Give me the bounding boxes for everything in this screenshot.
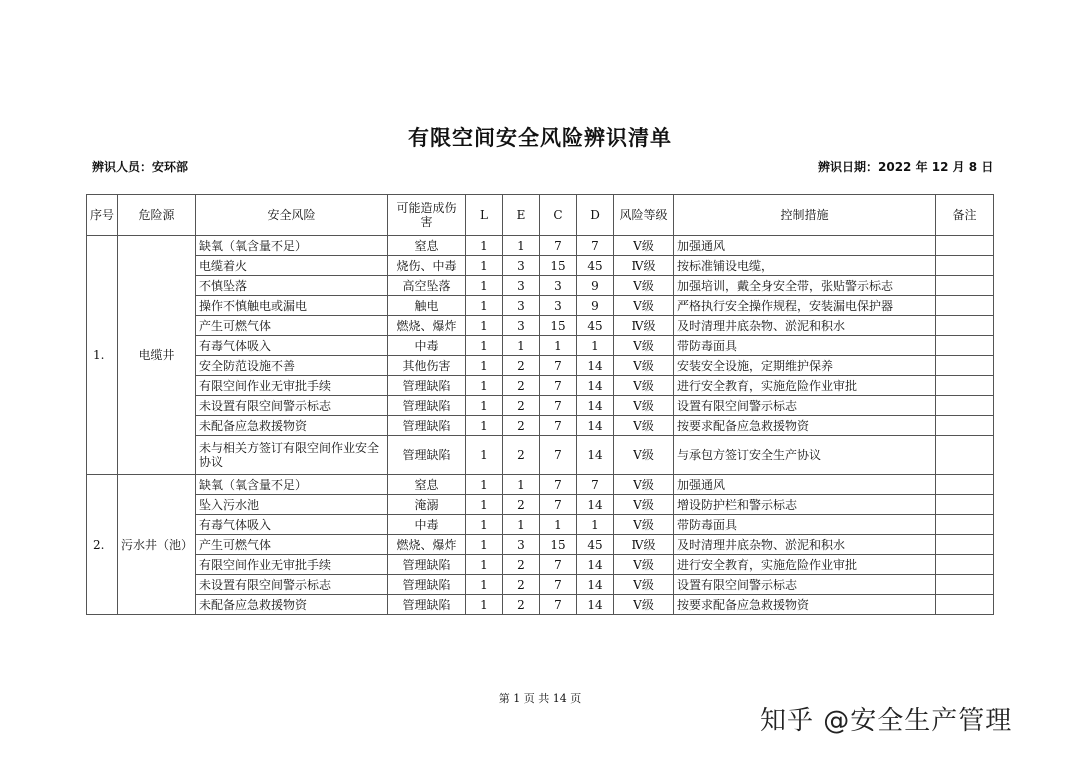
cell-c: 3 (540, 276, 577, 296)
cell-l: 1 (466, 256, 503, 276)
cell-d: 9 (577, 296, 614, 316)
cell-risk: 有毒气体吸入 (196, 515, 388, 535)
cell-remarks (936, 336, 994, 356)
cell-c: 7 (540, 436, 577, 475)
cell-level: Ⅴ级 (614, 495, 674, 515)
cell-remarks (936, 575, 994, 595)
header-level: 风险等级 (614, 195, 674, 236)
cell-harm: 淹溺 (388, 495, 466, 515)
cell-risk: 未设置有限空间警示标志 (196, 575, 388, 595)
cell-e: 2 (503, 416, 540, 436)
risk-table (86, 194, 994, 615)
cell-e: 2 (503, 595, 540, 615)
table-row (87, 555, 994, 575)
cell-level: Ⅴ级 (614, 336, 674, 356)
cell-l: 1 (466, 316, 503, 336)
cell-measure: 进行安全教育，实施危险作业审批 (674, 376, 936, 396)
table-row (87, 316, 994, 336)
cell-c: 7 (540, 495, 577, 515)
cell-e: 3 (503, 256, 540, 276)
cell-harm: 管理缺陷 (388, 376, 466, 396)
cell-remarks (936, 436, 994, 475)
cell-e: 2 (503, 356, 540, 376)
cell-remarks (936, 475, 994, 495)
cell-l: 1 (466, 236, 503, 256)
table-row (87, 595, 994, 615)
cell-d: 14 (577, 356, 614, 376)
cell-level: Ⅴ级 (614, 356, 674, 376)
cell-d: 14 (577, 416, 614, 436)
cell-measure: 及时清理井底杂物、淤泥和积水 (674, 316, 936, 336)
table-row (87, 276, 994, 296)
cell-remarks (936, 396, 994, 416)
cell-level: Ⅴ级 (614, 396, 674, 416)
table-row (87, 356, 994, 376)
cell-remarks (936, 356, 994, 376)
cell-c: 15 (540, 316, 577, 336)
header-measures: 控制措施 (674, 195, 936, 236)
cell-c: 3 (540, 296, 577, 316)
cell-measure: 设置有限空间警示标志 (674, 575, 936, 595)
cell-d: 14 (577, 595, 614, 615)
cell-remarks (936, 515, 994, 535)
header-e: E (503, 195, 540, 236)
cell-measure: 带防毒面具 (674, 336, 936, 356)
cell-l: 1 (466, 475, 503, 495)
cell-level: Ⅴ级 (614, 475, 674, 495)
cell-risk: 产生可燃气体 (196, 316, 388, 336)
cell-e: 2 (503, 575, 540, 595)
cell-d: 1 (577, 515, 614, 535)
cell-e: 2 (503, 376, 540, 396)
cell-harm: 管理缺陷 (388, 555, 466, 575)
cell-risk: 不慎坠落 (196, 276, 388, 296)
cell-risk: 有限空间作业无审批手续 (196, 376, 388, 396)
cell-level: Ⅳ级 (614, 316, 674, 336)
cell-harm: 燃烧、爆炸 (388, 535, 466, 555)
cell-measure: 加强通风 (674, 236, 936, 256)
cell-remarks (936, 236, 994, 256)
cell-harm: 高空坠落 (388, 276, 466, 296)
cell-level: Ⅴ级 (614, 296, 674, 316)
cell-risk: 未与相关方签订有限空间作业安全协议 (196, 436, 388, 475)
cell-remarks (936, 256, 994, 276)
cell-harm: 烧伤、中毒 (388, 256, 466, 276)
cell-level: Ⅴ级 (614, 436, 674, 475)
cell-l: 1 (466, 555, 503, 575)
cell-l: 1 (466, 296, 503, 316)
cell-level: Ⅴ级 (614, 515, 674, 535)
cell-d: 45 (577, 256, 614, 276)
header-d: D (577, 195, 614, 236)
header-l: L (466, 195, 503, 236)
cell-risk: 安全防范设施不善 (196, 356, 388, 376)
cell-e: 3 (503, 535, 540, 555)
date-label: 辨识日期：2022 年 12 月 8 日 (818, 160, 994, 174)
cell-e: 3 (503, 316, 540, 336)
cell-level: Ⅳ级 (614, 256, 674, 276)
cell-level: Ⅴ级 (614, 555, 674, 575)
cell-seq: 1. (87, 236, 118, 475)
table-row (87, 376, 994, 396)
table-row (87, 495, 994, 515)
cell-harm: 管理缺陷 (388, 575, 466, 595)
cell-risk: 有限空间作业无审批手续 (196, 555, 388, 575)
cell-c: 7 (540, 475, 577, 495)
cell-d: 14 (577, 436, 614, 475)
cell-c: 1 (540, 336, 577, 356)
cell-c: 7 (540, 416, 577, 436)
cell-l: 1 (466, 515, 503, 535)
cell-measure: 按要求配备应急救援物资 (674, 416, 936, 436)
cell-remarks (936, 296, 994, 316)
cell-remarks (936, 316, 994, 336)
cell-risk: 未配备应急救援物资 (196, 595, 388, 615)
cell-d: 9 (577, 276, 614, 296)
cell-e: 1 (503, 336, 540, 356)
cell-e: 2 (503, 436, 540, 475)
cell-measure: 设置有限空间警示标志 (674, 396, 936, 416)
cell-l: 1 (466, 376, 503, 396)
cell-c: 7 (540, 236, 577, 256)
cell-d: 45 (577, 316, 614, 336)
table-row (87, 436, 994, 475)
cell-c: 15 (540, 256, 577, 276)
table-row (87, 515, 994, 535)
header-remarks: 备注 (936, 195, 994, 236)
cell-c: 1 (540, 515, 577, 535)
cell-remarks (936, 495, 994, 515)
cell-d: 14 (577, 396, 614, 416)
cell-l: 1 (466, 356, 503, 376)
table-body (87, 236, 994, 615)
table-row (87, 416, 994, 436)
cell-d: 45 (577, 535, 614, 555)
cell-level: Ⅴ级 (614, 575, 674, 595)
cell-c: 7 (540, 376, 577, 396)
cell-risk: 电缆着火 (196, 256, 388, 276)
cell-level: Ⅴ级 (614, 376, 674, 396)
cell-level: Ⅳ级 (614, 535, 674, 555)
cell-measure: 带防毒面具 (674, 515, 936, 535)
cell-harm: 中毒 (388, 336, 466, 356)
cell-remarks (936, 595, 994, 615)
cell-d: 14 (577, 495, 614, 515)
cell-l: 1 (466, 575, 503, 595)
cell-risk: 坠入污水池 (196, 495, 388, 515)
cell-c: 7 (540, 396, 577, 416)
cell-measure: 加强通风 (674, 475, 936, 495)
header-risk: 安全风险 (196, 195, 388, 236)
table-row (87, 575, 994, 595)
cell-e: 3 (503, 296, 540, 316)
cell-e: 2 (503, 495, 540, 515)
cell-l: 1 (466, 436, 503, 475)
cell-d: 1 (577, 336, 614, 356)
cell-risk: 缺氧（氧含量不足） (196, 475, 388, 495)
cell-level: Ⅴ级 (614, 595, 674, 615)
cell-risk: 产生可燃气体 (196, 535, 388, 555)
cell-d: 14 (577, 575, 614, 595)
cell-harm: 中毒 (388, 515, 466, 535)
page-number: 第 1 页 共 14 页 (498, 692, 582, 705)
cell-c: 7 (540, 356, 577, 376)
source-watermark: 知乎 @安全生产管理 (760, 706, 1013, 736)
cell-remarks (936, 555, 994, 575)
cell-harm: 管理缺陷 (388, 416, 466, 436)
cell-risk: 未设置有限空间警示标志 (196, 396, 388, 416)
table-row (87, 475, 994, 495)
cell-l: 1 (466, 276, 503, 296)
cell-remarks (936, 376, 994, 396)
cell-e: 2 (503, 555, 540, 575)
cell-harm: 窒息 (388, 236, 466, 256)
identifier-label: 辨识人员：安环部 (92, 160, 189, 174)
cell-e: 2 (503, 396, 540, 416)
table-row (87, 336, 994, 356)
header-harm: 可能造成伤害 (388, 195, 466, 236)
cell-harm: 窒息 (388, 475, 466, 495)
cell-level: Ⅴ级 (614, 276, 674, 296)
cell-harm: 管理缺陷 (388, 436, 466, 475)
table-row (87, 396, 994, 416)
cell-measure: 增设防护栏和警示标志 (674, 495, 936, 515)
cell-d: 7 (577, 475, 614, 495)
cell-e: 1 (503, 236, 540, 256)
cell-e: 1 (503, 475, 540, 495)
cell-hazard-source: 污水井（池） (118, 475, 196, 615)
cell-measure: 加强培训，戴全身安全带，张贴警示标志 (674, 276, 936, 296)
cell-harm: 管理缺陷 (388, 396, 466, 416)
cell-e: 1 (503, 515, 540, 535)
cell-remarks (936, 416, 994, 436)
table-row (87, 256, 994, 276)
cell-c: 7 (540, 595, 577, 615)
cell-harm: 触电 (388, 296, 466, 316)
cell-l: 1 (466, 396, 503, 416)
cell-e: 3 (503, 276, 540, 296)
cell-hazard-source: 电缆井 (118, 236, 196, 475)
cell-c: 7 (540, 575, 577, 595)
cell-risk: 缺氧（氧含量不足） (196, 236, 388, 256)
table-row (87, 236, 994, 256)
cell-l: 1 (466, 416, 503, 436)
cell-risk: 有毒气体吸入 (196, 336, 388, 356)
table-header-row (87, 195, 994, 236)
cell-measure: 按标准铺设电缆， (674, 256, 936, 276)
table-row (87, 296, 994, 316)
cell-measure: 及时清理井底杂物、淤泥和积水 (674, 535, 936, 555)
cell-measure: 按要求配备应急救援物资 (674, 595, 936, 615)
cell-d: 7 (577, 236, 614, 256)
cell-l: 1 (466, 495, 503, 515)
cell-l: 1 (466, 595, 503, 615)
cell-measure: 严格执行安全操作规程，安装漏电保护器 (674, 296, 936, 316)
cell-c: 7 (540, 555, 577, 575)
cell-c: 15 (540, 535, 577, 555)
cell-measure: 与承包方签订安全生产协议 (674, 436, 936, 475)
cell-l: 1 (466, 535, 503, 555)
cell-remarks (936, 276, 994, 296)
cell-seq: 2. (87, 475, 118, 615)
header-hazard-source: 危险源 (118, 195, 196, 236)
document-title: 有限空间安全风险辨识清单 (408, 126, 672, 150)
cell-d: 14 (577, 376, 614, 396)
cell-l: 1 (466, 336, 503, 356)
table-row (87, 535, 994, 555)
cell-risk: 操作不慎触电或漏电 (196, 296, 388, 316)
cell-d: 14 (577, 555, 614, 575)
header-c: C (540, 195, 577, 236)
cell-level: Ⅴ级 (614, 236, 674, 256)
cell-measure: 安装安全设施，定期维护保养 (674, 356, 936, 376)
cell-risk: 未配备应急救援物资 (196, 416, 388, 436)
cell-harm: 管理缺陷 (388, 595, 466, 615)
cell-measure: 进行安全教育，实施危险作业审批 (674, 555, 936, 575)
cell-remarks (936, 535, 994, 555)
cell-harm: 其他伤害 (388, 356, 466, 376)
cell-level: Ⅴ级 (614, 416, 674, 436)
header-seq: 序号 (87, 195, 118, 236)
cell-harm: 燃烧、爆炸 (388, 316, 466, 336)
